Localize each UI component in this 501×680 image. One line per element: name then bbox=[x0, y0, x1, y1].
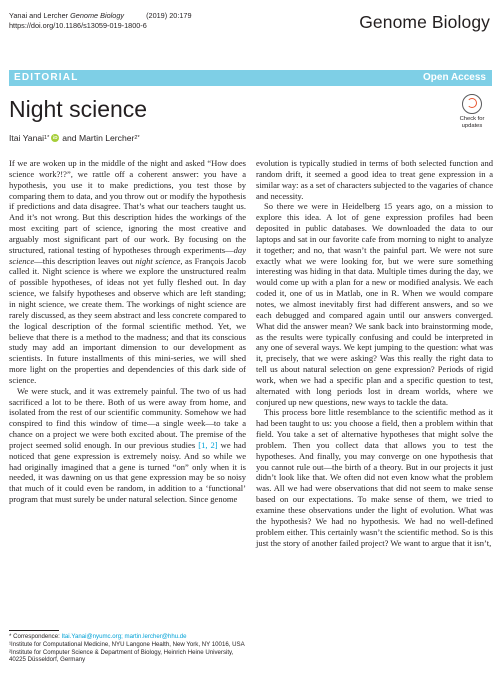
paragraph: If we are woken up in the middle of the night and asked “How does science work?!?”, we rattle off a coherent answer: you have a hypothesis, you use it to make predictions, you test those by comparing them to data, and you throw out or modify the hypothesis if predictions and data disagree. That’s what our teachers taught us. And it’s not wrong. But this description hides the workings of the most exciting part of science, ignoring the most creative and arguably most significant part of our work. By focusing on the structured, rational testing of hypotheses through experiments—day science—this description leaves out night science, as François Jacob called it. Night science is where we explore the unstructured realm of possible hypotheses, of ideas not yet fully fleshed out. In day science, we falsify hypotheses and observe which are left standing; in night science, we create them. The workings of night science are rarely discussed, as they seem abstract and less concrete compared to the logical description of the formal scientific method. Yet, we believe that there is a method to the madness; and that its conscious study may add an important dimension to our development as scientists. In future installments of this mini-series, we will shed more light on the properties and dependencies of this dark side of science. bbox=[9, 158, 247, 385]
header-authors: Yanai and Lercher bbox=[9, 11, 69, 20]
section-banner bbox=[9, 70, 492, 86]
header-year-volume: (2019) 20:179 bbox=[146, 11, 192, 20]
paragraph: We were stuck, and it was extremely painful. The two of us had sacrificed a lot to be there. Both of us were away from home, and isolated from the rest of our scientific community. Somehow we had conspired to find this window of time—a single week—to take a chance on a project we were both excited about. The premise of the project seemed solid enough. In our previous studies [1, 2] we had noticed that gene expression is extremely noisy. And so while we had originally imagined that a gene is turned “on” only when it is needed, it was dawning on us that gene expression may be so noisy that much of it could even be random, in addition to a ‘functional’ program that must surely be under natural selection. Since genome bbox=[9, 385, 246, 505]
paragraph: This process bore little resemblance to the scientific method as it had been taught to us: you choose a field, then a problem within that field. You take a set of alternative hypotheses that might solve the problem. Then you collect data that allows you to test the hypotheses. And finally, you may converge on one hypothesis that you cannot rule out—the birth of a theory. But in our projects it just didn’t look like that. We often did not even know what the problem was. All we had were observations that did not seem to make sense based on our expectations. To make sense of them, we tried to examine these observations under the light of evolution. What was the hypothesis? We had no hypothesis. We had no well-defined problem either. This certainly wasn’t the scientific method. So is this just the story of another failed project? We want to argue that it isn’t, bbox=[256, 407, 493, 548]
body-column-right bbox=[256, 158, 493, 548]
header-journal: Genome Biology bbox=[70, 11, 125, 20]
paragraph: So there we were in Heidelberg 15 years ago, on a mission to explore this idea. A lot of gene expression profiles had been deposited in public databases. We downloaded the data to our laptops and sat in our favorite cafe from morning to night to analyze it together; and no, that wasn’t the painful part. We were not sure exactly what we were looking for, but we were sure something interesting was hiding in that data. Multiple times during the day, we would come up with a plan for a new or modified analysis. We each coded it, one of us in Matlab, one in R. When we would compare notes, we almost inevitably first had different answers, and so we each debugged and compared again until our answers converged. What did the answer mean? We sank back into brainstorming mode, as the results were typically confusing and could be interpreted in any one of several ways. We kept jumping to the question: what was it, precisely, that we were asking? Was this really the right data to tell us about natural selection on gene expression? Periods of rigid work, when we had a specific plan and a specific question to test, alternated with long periods lost in dream worlds, where we conjured up new questions, new ways to tackle the data. bbox=[256, 201, 493, 407]
journal-brand: Genome Biology bbox=[359, 12, 490, 32]
author-1: Itai Yanai bbox=[9, 133, 45, 143]
author-1-affiliation: 1* bbox=[44, 135, 50, 141]
check-for-updates-icon bbox=[462, 94, 482, 114]
footnotes bbox=[9, 633, 246, 664]
doi-link[interactable]: https://doi.org/10.1186/s13059-019-1800-6 bbox=[9, 20, 147, 30]
orcid-icon[interactable]: iD bbox=[53, 135, 58, 140]
author-line bbox=[9, 133, 140, 143]
check-for-updates-label: Check for updates bbox=[459, 116, 485, 129]
body-column-left bbox=[9, 158, 246, 505]
open-access-label: Open Access bbox=[423, 72, 486, 83]
author-2-affiliation: 2* bbox=[134, 135, 140, 141]
check-for-updates-badge[interactable] bbox=[450, 94, 494, 129]
correspondence-label: * Correspondence: bbox=[9, 633, 62, 640]
citation-link[interactable]: [1, 2] bbox=[198, 439, 218, 450]
affiliation-1: ¹Institute for Computational Medicine, NYU Langone Health, New York, NY 10016, USA bbox=[9, 640, 245, 648]
paragraph: evolution is typically studied in terms of both selected function and random drift, it seemed a good idea to treat gene expression in a similar way: as a set of characters subjected to the vagaries of chance and necessity. bbox=[256, 158, 493, 201]
affiliation-2: ²Institute for Computer Science & Department of Biology, Heinrich Heine University, 40225 Düsseldorf, Germany bbox=[9, 648, 234, 664]
running-header bbox=[9, 11, 192, 30]
article-title: Night science bbox=[9, 96, 148, 122]
author-2: and Martin Lercher bbox=[62, 133, 135, 143]
footnote-divider bbox=[9, 630, 59, 631]
section-label: EDITORIAL bbox=[14, 72, 79, 83]
correspondence-emails[interactable]: Itai.Yanai@nyumc.org; martin.lercher@hhu.de bbox=[61, 633, 187, 640]
